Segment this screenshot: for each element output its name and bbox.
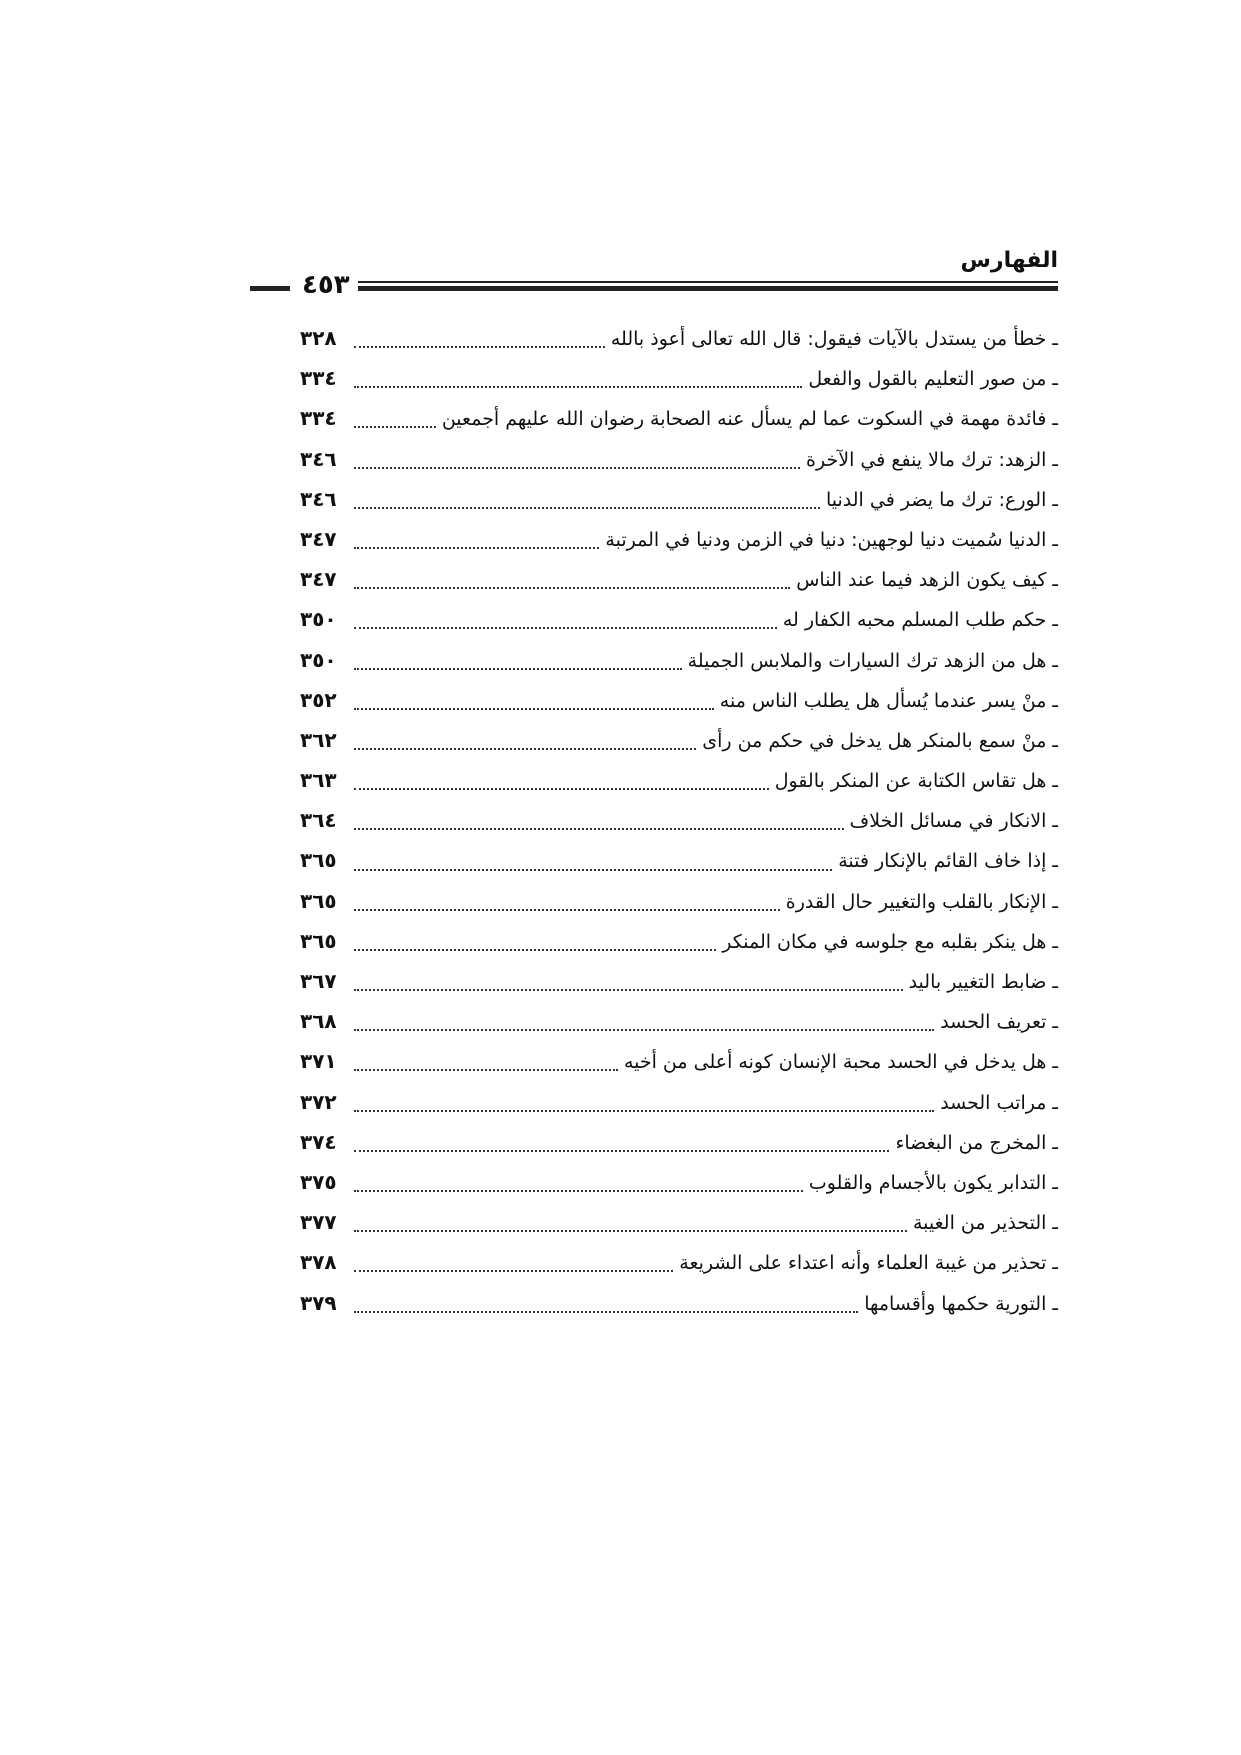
toc-entry-title: ـ التورية حكمها وأقسامها (864, 1292, 1058, 1315)
toc-entry-title: ـ حكم طلب المسلم محبه الكفار له (782, 609, 1058, 632)
toc-entry-page: ٣٤٧ (300, 526, 337, 551)
toc-entry-title: ـ التحذير من الغيبة (912, 1212, 1058, 1235)
toc-entry-page: ٣٥٠ (300, 607, 337, 632)
toc-entry (300, 519, 1058, 559)
toc-dot-leader (354, 979, 903, 991)
toc-entry (300, 881, 1058, 921)
toc-dot-leader (354, 859, 832, 871)
toc-entry-title: ـ منْ يسر عندما يُسأل هل يطلب الناس منه (719, 689, 1058, 712)
toc-dot-leader (354, 899, 780, 911)
toc-entry (300, 358, 1058, 398)
toc-dot-leader (354, 738, 696, 750)
toc-dot-leader (354, 416, 436, 428)
toc-entry (300, 1122, 1058, 1162)
toc-entry-title: ـ هل ينكر بقلبه مع جلوسه في مكان المنكر (722, 930, 1058, 953)
toc-entry (300, 559, 1058, 599)
toc-entry-title: ـ مراتب الحسد (940, 1091, 1058, 1114)
toc-entry (300, 680, 1058, 720)
toc-dot-leader (354, 1019, 934, 1031)
toc-entry (300, 800, 1058, 840)
toc-entry-title: ـ هل يدخل في الحسد محبة الإنسان كونه أعلى من أخيه (623, 1051, 1058, 1074)
header-rule-thin (358, 281, 1058, 283)
toc-entry-page: ٣٦٥ (300, 848, 337, 873)
section-title: الفهارس (960, 248, 1058, 273)
toc-entry-page: ٣٦٢ (300, 727, 337, 752)
toc-dot-leader (354, 778, 769, 790)
toc-dot-leader (354, 537, 599, 549)
toc-entry (300, 840, 1058, 880)
toc-entry-title: ـ التدابر يكون بالأجسام والقلوب (808, 1171, 1058, 1194)
toc-entry-title: ـ ضابط التغيير باليد (908, 971, 1058, 993)
toc-entry (300, 720, 1058, 760)
toc-entry (300, 599, 1058, 639)
toc-entry-page: ٣٧٤ (300, 1129, 337, 1154)
toc-dot-leader (354, 1220, 907, 1232)
toc-entry-title: ـ منْ سمع بالمنكر هل يدخل في حكم من رأى (702, 729, 1058, 752)
toc-entry (300, 398, 1058, 438)
toc-dot-leader (354, 1140, 889, 1152)
header-end-mark (250, 286, 290, 291)
toc-dot-leader (354, 1100, 934, 1112)
toc-entry (300, 961, 1058, 1001)
toc-entry-title: ـ الزهد: ترك مالا ينفع في الآخرة (806, 448, 1058, 471)
toc-entry (300, 921, 1058, 961)
toc-entry-title: ـ من صور التعليم بالقول والفعل (808, 368, 1058, 391)
toc-entry-page: ٣٤٦ (300, 446, 337, 471)
toc-dot-leader (354, 617, 777, 629)
table-of-contents (300, 318, 1058, 1323)
toc-entry-page: ٣٦٨ (300, 1009, 337, 1034)
running-head (250, 248, 1058, 298)
toc-entry (300, 1162, 1058, 1202)
toc-entry-page: ٣٧٩ (300, 1290, 337, 1315)
toc-entry-title: ـ كيف يكون الزهد فيما عند الناس (796, 569, 1058, 592)
toc-entry-page: ٣٧١ (300, 1049, 337, 1074)
toc-entry-title: ـ فائدة مهمة في السكوت عما لم يسأل عنه الصحابة رضوان الله عليهم أجمعين (441, 408, 1058, 431)
toc-entry-page: ٣٣٤ (300, 366, 337, 391)
toc-entry-title: ـ هل من الزهد ترك السيارات والملابس الجميلة (687, 649, 1058, 672)
toc-dot-leader (354, 1260, 673, 1272)
toc-entry (300, 318, 1058, 358)
toc-entry-page: ٣٦٥ (300, 928, 337, 953)
toc-entry (300, 1242, 1058, 1282)
toc-entry-page: ٣٥٠ (300, 647, 337, 672)
toc-entry-page: ٣٤٦ (300, 486, 337, 511)
toc-dot-leader (354, 577, 790, 589)
toc-dot-leader (354, 818, 844, 830)
toc-dot-leader (354, 658, 682, 670)
toc-dot-leader (354, 698, 714, 710)
toc-dot-leader (354, 1301, 858, 1313)
toc-entry (300, 760, 1058, 800)
toc-dot-leader (354, 376, 802, 388)
toc-entry-page: ٣٤٧ (300, 567, 337, 592)
toc-entry (300, 1283, 1058, 1323)
toc-entry-page: ٣٢٨ (300, 326, 337, 350)
toc-entry-page: ٣٣٤ (300, 406, 337, 431)
toc-entry-page: ٣٧٢ (300, 1089, 337, 1114)
toc-entry-title: ـ خطأ من يستدل بالآيات فيقول: قال الله تعالى أعوذ بالله (610, 328, 1058, 350)
toc-entry-title: ـ الإنكار بالقلب والتغيير حال القدرة (785, 890, 1058, 913)
toc-entry-page: ٣٧٧ (300, 1210, 337, 1235)
header-rule-thick (358, 286, 1058, 291)
toc-entry (300, 439, 1058, 479)
toc-entry-title: ـ تحذير من غيبة العلماء وأنه اعتداء على الشريعة (679, 1252, 1058, 1275)
toc-entry-title: ـ هل تقاس الكتابة عن المنكر بالقول (774, 770, 1058, 793)
toc-entry (300, 640, 1058, 680)
toc-dot-leader (354, 1059, 618, 1071)
page-number: ٤٥٣ (302, 270, 350, 300)
toc-entry-page: ٣٧٥ (300, 1169, 337, 1194)
toc-entry-page: ٣٥٢ (300, 687, 337, 712)
toc-dot-leader (354, 1180, 803, 1192)
toc-entry-title: ـ الدنيا سُميت دنيا لوجهين: دنيا في الزمن ودنيا في المرتبة (605, 528, 1058, 551)
toc-entry-page: ٣٦٥ (300, 888, 337, 913)
toc-entry (300, 479, 1058, 519)
toc-dot-leader (354, 336, 605, 348)
toc-entry-title: ـ الانكار في مسائل الخلاف (849, 810, 1058, 833)
toc-entry-title: ـ تعريف الحسد (940, 1011, 1058, 1034)
toc-entry (300, 1202, 1058, 1242)
toc-dot-leader (354, 457, 800, 469)
toc-entry-page: ٣٧٨ (300, 1250, 337, 1275)
toc-entry-title: ـ المخرج من البغضاء (895, 1131, 1058, 1154)
toc-dot-leader (354, 497, 820, 509)
toc-entry-page: ٣٦٧ (300, 969, 337, 993)
toc-entry-title: ـ الورع: ترك ما يضر في الدنيا (825, 488, 1058, 511)
toc-entry (300, 1041, 1058, 1081)
toc-entry (300, 1001, 1058, 1041)
toc-entry (300, 1082, 1058, 1122)
toc-entry-title: ـ إذا خاف القائم بالإنكار فتنة (838, 850, 1058, 873)
toc-entry-page: ٣٦٤ (300, 808, 337, 833)
toc-entry-page: ٣٦٣ (300, 768, 337, 793)
toc-dot-leader (354, 939, 716, 951)
